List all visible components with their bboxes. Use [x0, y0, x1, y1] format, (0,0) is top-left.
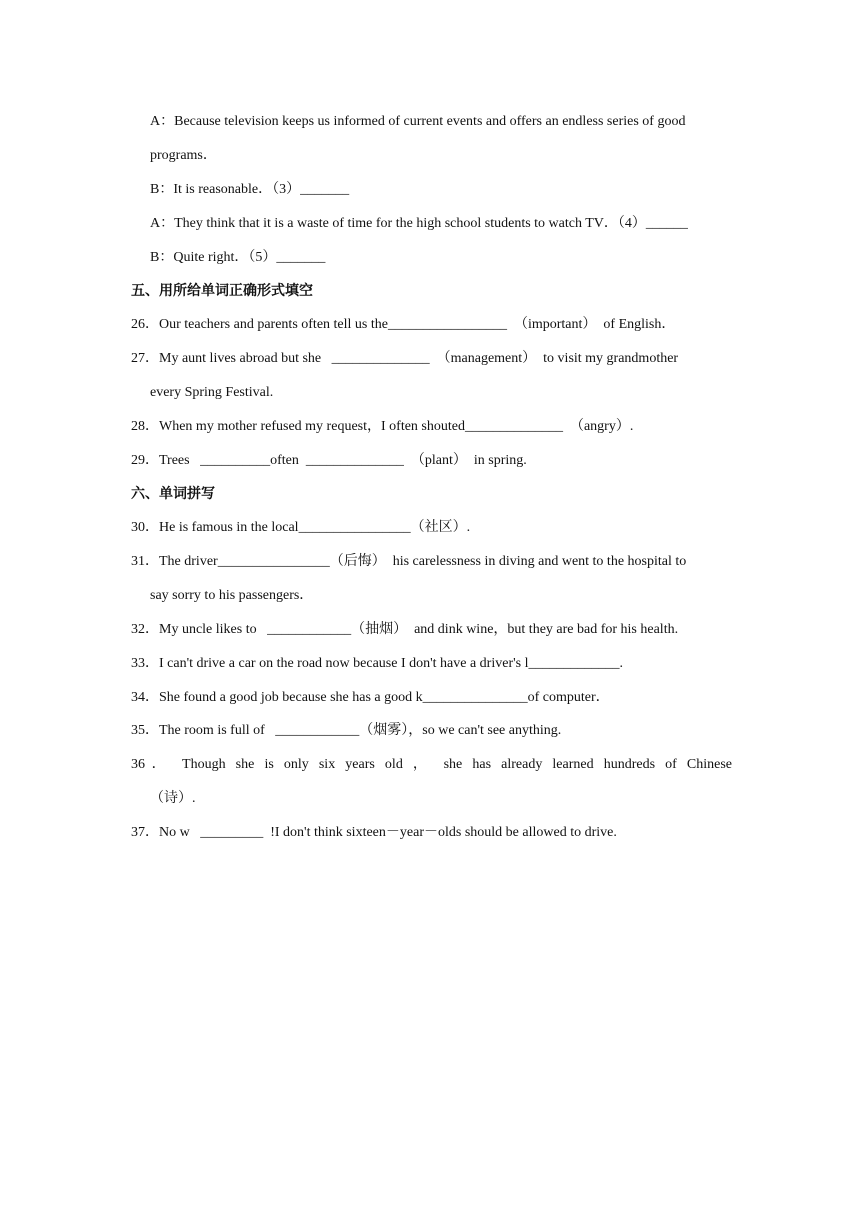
dialogue-line-b2: B：Quite right．（5）_______ [150, 250, 326, 265]
question-29: 29．Trees __________often ______________ （plant） in spring. [131, 453, 527, 468]
question-36: 36． Though she is only six years old ， she has already learned hundreds of Chinese [131, 757, 732, 772]
question-28: 28．When my mother refused my request，I often shouted______________ （angry）. [131, 419, 634, 434]
dialogue-line-a1: A：Because television keeps us informed of current events and offers an endless series of good [150, 114, 686, 129]
question-31-cont: say sorry to his passengers． [150, 588, 314, 603]
dialogue-line-a2: A：They think that it is a waste of time for the high school students to watch TV．（4）______ [150, 216, 688, 231]
question-26: 26．Our teachers and parents often tell us the_________________ （important） of English． [131, 317, 676, 332]
question-32: 32．My uncle likes to ____________（抽烟） and dink wine，but they are bad for his health. [131, 622, 679, 637]
question-27: 27．My aunt lives abroad but she ______________ （management） to visit my grandmother [131, 351, 679, 366]
question-37: 37．No w _________ !I don't think sixteen－year－olds should be allowed to drive. [131, 825, 617, 840]
section-6-heading: 六、单词拼写 [131, 486, 215, 502]
question-30: 30．He is famous in the local________________（社区）. [131, 520, 471, 535]
question-31: 31．The driver________________（后悔） his carelessness in diving and went to the hospital to [131, 554, 687, 569]
dialogue-line-a1-cont: programs． [150, 148, 217, 163]
question-34: 34．She found a good job because she has a good k_______________of computer． [131, 690, 610, 705]
question-27-cont: every Spring Festival. [150, 385, 274, 400]
question-36-cont: （诗）. [150, 791, 196, 806]
question-33: 33．I can't drive a car on the road now because I don't have a driver's l_____________. [131, 656, 623, 671]
dialogue-line-b1: B：It is reasonable．（3）_______ [150, 182, 350, 197]
section-5-heading: 五、用所给单词正确形式填空 [131, 283, 313, 299]
question-35: 35．The room is full of ____________（烟雾），so we can't see anything. [131, 723, 562, 738]
